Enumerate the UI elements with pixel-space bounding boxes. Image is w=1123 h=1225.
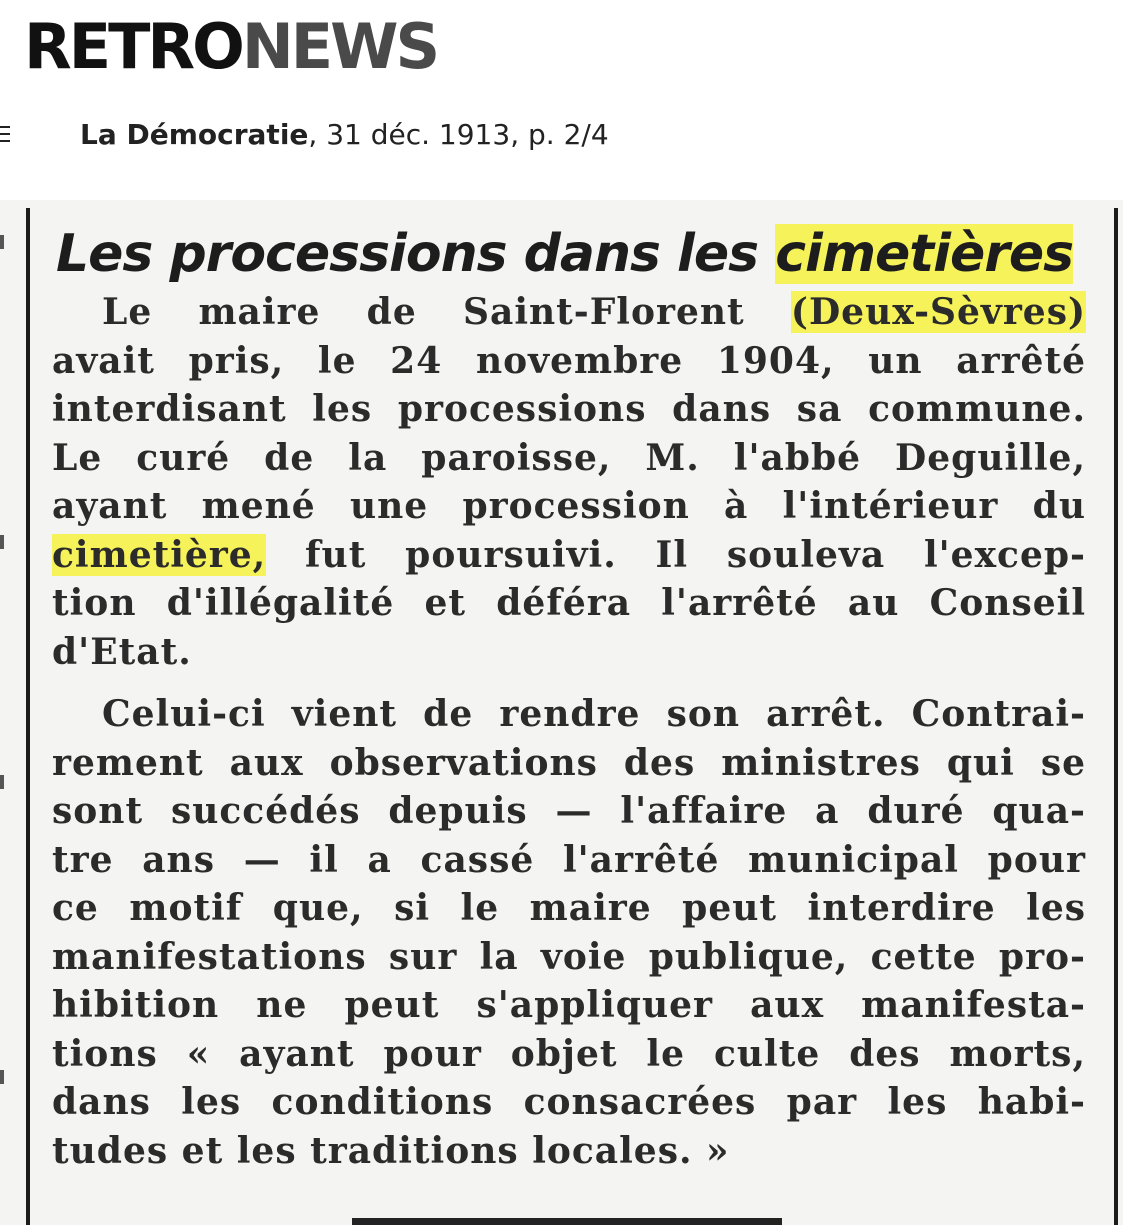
publication-details: , 31 déc. 1913, p. 2/4 (308, 118, 609, 151)
article-headline (56, 220, 1086, 288)
newspaper-scan (0, 200, 1123, 1225)
text-line: cimetière, fut poursuivi. Il souleva l'excep- (52, 533, 1086, 576)
text-line: tion d'illégalité et déféra l'arrêté au Conseil (52, 582, 1086, 624)
headline-highlight: cimetières (775, 224, 1074, 284)
edge-mark (0, 535, 4, 549)
text-line: tudes et les traditions locales. » (52, 1129, 730, 1172)
text-line: Celui-ci vient de rendre son arrêt. Contrai- (102, 693, 1086, 735)
edge-mark (0, 1070, 4, 1084)
text-line: tions « ayant pour objet le culte des morts, (52, 1032, 1086, 1075)
search-highlight: (Deux-Sèvres) (790, 291, 1086, 333)
search-highlight: cimetière, (52, 533, 267, 576)
section-divider (352, 1218, 782, 1225)
text-line: d'Etat. (52, 630, 192, 673)
edge-mark (0, 775, 4, 789)
article (52, 220, 1086, 1175)
text-line: manifestations sur la voie publique, cette pro- (52, 935, 1086, 978)
text-line: Le curé de la paroisse, M. l'abbé Deguille, (52, 436, 1086, 479)
source-breadcrumb (80, 118, 609, 151)
paragraph-1 (52, 288, 1086, 676)
menu-icon[interactable] (0, 126, 10, 146)
text-line: rement aux observations des ministres qui se (52, 741, 1086, 784)
text-line: ayant mené une procession à l'intérieur du (52, 485, 1086, 527)
logo-news: NEWS (241, 10, 438, 83)
text-line: hibition ne peut s'appliquer aux manifesta- (52, 984, 1086, 1026)
paragraph-2 (52, 690, 1086, 1175)
column-rule-right (1114, 208, 1118, 1225)
text-line: tre ans — il a cassé l'arrêté municipal pour (52, 838, 1086, 881)
text-line: interdisant les processions dans sa commune. (52, 388, 1086, 430)
headline-text: Les processions dans les (56, 224, 776, 284)
publication-title[interactable]: La Démocratie (80, 118, 309, 151)
edge-mark (0, 235, 4, 249)
text-line: avait pris, le 24 novembre 1904, un arrêté (52, 339, 1086, 382)
text-line: dans les conditions consacrées par les habi- (52, 1081, 1086, 1123)
text-line: Le maire de Saint-Florent (Deux-Sèvres) (102, 291, 1086, 333)
retronews-logo[interactable] (24, 10, 438, 83)
column-rule-left (26, 208, 30, 1225)
logo-retro: RETRO (24, 10, 242, 83)
text-line: ce motif que, si le maire peut interdire les (52, 887, 1086, 929)
text-line: sont succédés depuis — l'affaire a duré qua- (52, 790, 1086, 832)
